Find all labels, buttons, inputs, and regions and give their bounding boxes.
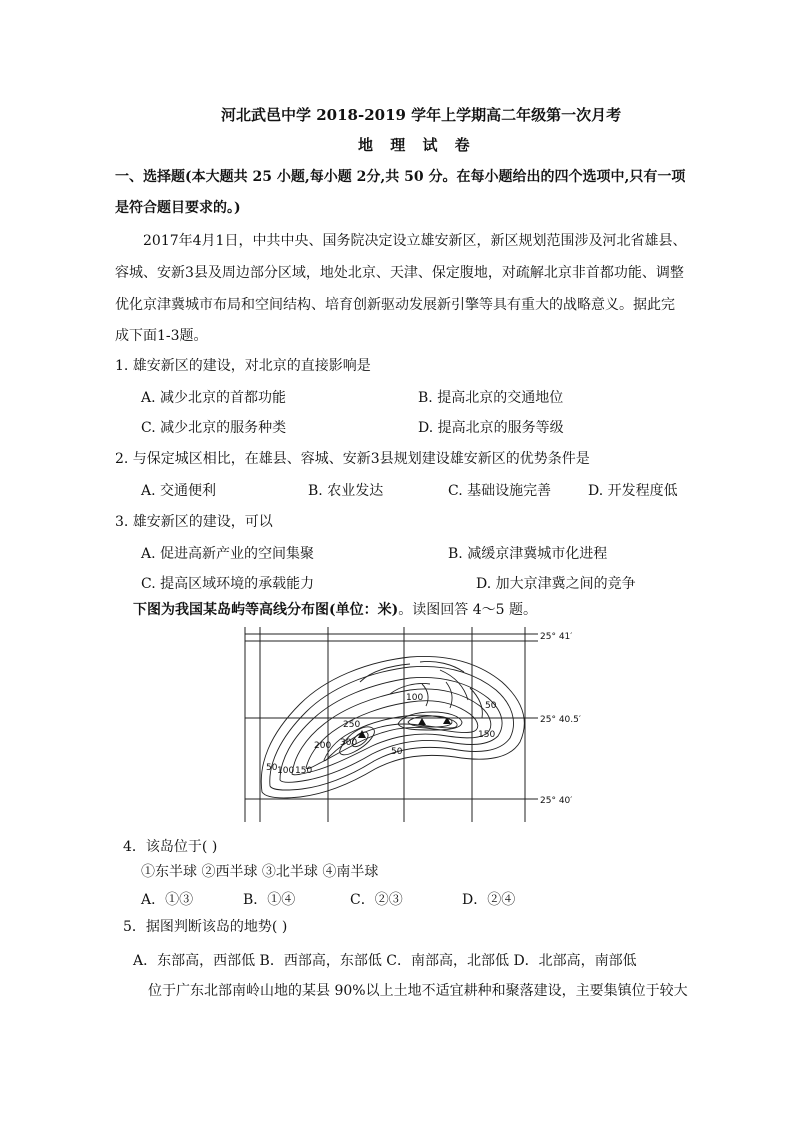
passage-line: 优化京津冀城市布局和空间结构、培育创新驱动发展新引擎等具有重大的战略意义。据此完 xyxy=(115,297,675,313)
exam-subtitle: 地 理 试 卷 xyxy=(358,136,476,154)
question-2-stem: 2. 与保定城区相比，在雄县、容城、安新3县规划建设雄安新区的优势条件是 xyxy=(115,451,590,467)
map-intro-bold: 下图为我国某岛屿等高线分布图(单位：米) xyxy=(133,602,399,618)
question-4-stem: 4．该岛位于( ) xyxy=(123,839,218,855)
question-4-option-d: D．②④ xyxy=(462,892,516,908)
question-2-option-d: D. 开发程度低 xyxy=(588,483,678,499)
question-3-option-b: B. 减缓京津冀城市化进程 xyxy=(448,546,608,562)
question-1-option-d: D. 提高北京的服务等级 xyxy=(418,420,564,436)
question-4-option-c: C．②③ xyxy=(350,892,403,908)
question-2-option-c: C. 基础设施完善 xyxy=(448,483,552,499)
contour-label: 50 xyxy=(485,701,497,711)
question-3-stem: 3. 雄安新区的建设，可以 xyxy=(115,514,273,530)
question-3-option-d: D. 加大京津冀之间的竞争 xyxy=(476,576,636,592)
passage-line: 容城、安新3县及周边部分区域，地处北京、天津、保定腹地，对疏解北京非首都功能、调整 xyxy=(115,265,684,281)
question-3-option-a: A. 促进高新产业的空间集聚 xyxy=(141,546,315,562)
question-4-option-a: A．①③ xyxy=(141,892,194,908)
contour-map xyxy=(240,624,585,824)
contour-label: 150 xyxy=(478,730,496,740)
question-1-option-c: C. 减少北京的服务种类 xyxy=(141,420,287,436)
question-4-option-b: B．①④ xyxy=(243,892,296,908)
section-heading-cont: 是符合题目要求的。) xyxy=(115,200,241,216)
contour-label: 100 xyxy=(406,693,424,703)
latitude-label-top: 25° 41′ xyxy=(540,632,573,642)
peak-icon-east-1 xyxy=(418,718,426,725)
question-5-stem: 5．据图判断该岛的地势( ) xyxy=(123,919,288,935)
contour-label: 200 xyxy=(314,741,332,751)
contour-label: 300 xyxy=(340,738,358,748)
question-3-option-c: C. 提高区域环境的承载能力 xyxy=(141,576,315,592)
map-intro xyxy=(133,599,537,619)
question-5-options: A．东部高，西部低 B．西部高，东部低 C．南部高，北部低 D．北部高，南部低 xyxy=(133,953,637,969)
question-1-stem: 1. 雄安新区的建设，对北京的直接影响是 xyxy=(115,358,371,374)
question-2-option-a: A. 交通便利 xyxy=(141,483,217,499)
latitude-label-bottom: 25° 40′ xyxy=(540,796,573,806)
contour-label: 150 xyxy=(295,766,313,776)
map-intro-rest: 。读图回答 4～5 题。 xyxy=(398,602,537,618)
contour-label: 50 xyxy=(391,747,403,757)
question-1-option-a: A. 减少北京的首都功能 xyxy=(141,390,287,406)
contour-label: 50 xyxy=(266,763,278,773)
passage-line: 2017年4月1日，中共中央、国务院决定设立雄安新区，新区规划范围涉及河北省雄县、 xyxy=(143,233,687,249)
section-heading: 一、选择题(本大题共 25 小题,每小题 2分,共 50 分。在每小题给出的四个选项中,只有一项 xyxy=(115,169,686,185)
contour-label: 250 xyxy=(343,720,361,730)
passage-2-line: 位于广东北部南岭山地的某县 90%以上土地不适宜耕种和聚落建设，主要集镇位于较大 xyxy=(148,983,688,999)
question-1-option-b: B. 提高北京的交通地位 xyxy=(418,390,564,406)
question-2-option-b: B. 农业发达 xyxy=(308,483,384,499)
passage-line: 成下面1-3题。 xyxy=(115,328,208,344)
latitude-label-mid: 25° 40.5′ xyxy=(540,715,581,725)
exam-title: 河北武邑中学 2018-2019 学年上学期高二年级第一次月考 xyxy=(221,106,622,124)
question-4-choices: ①东半球 ②西半球 ③北半球 ④南半球 xyxy=(141,864,379,880)
contour-label: 100 xyxy=(277,766,295,776)
contour-lines xyxy=(261,656,524,797)
